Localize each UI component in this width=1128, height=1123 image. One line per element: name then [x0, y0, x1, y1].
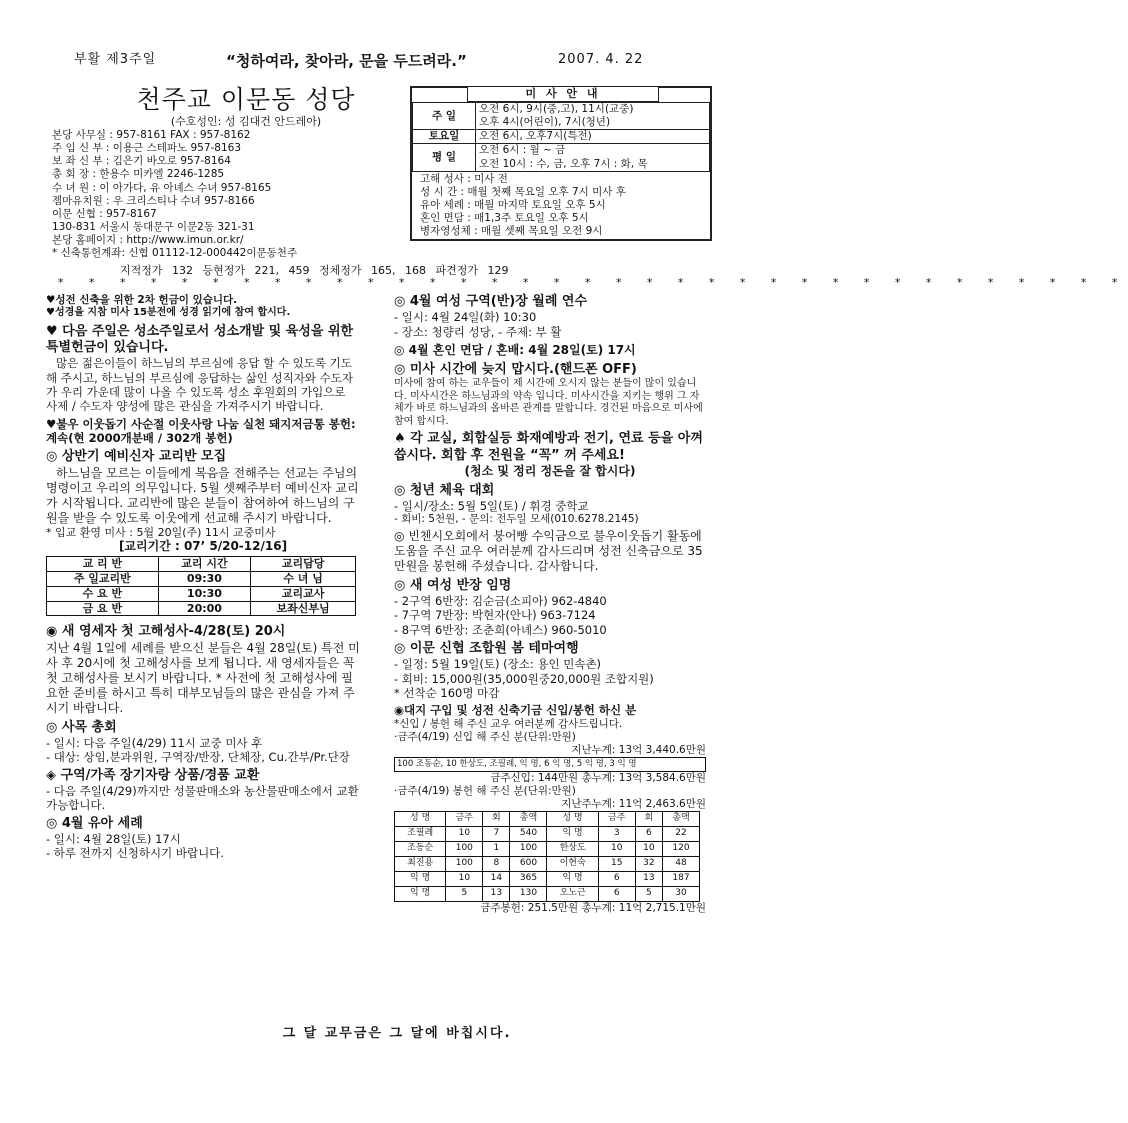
- footer-notice: 그 달 교무금은 그 달에 바칩시다.: [282, 1026, 512, 1041]
- table-header: 교리담당: [251, 557, 356, 572]
- homepage-line: 본당 홈페이지 : http://www.imun.or.kr/: [52, 234, 244, 246]
- table-cell: 20:00: [158, 601, 251, 616]
- info-line: 보 좌 신 부 : 김은기 바오로 957-8164: [52, 155, 231, 168]
- table-row: [395, 872, 700, 887]
- mass-day: 평 일: [413, 144, 476, 171]
- table-cell: 22: [662, 827, 699, 842]
- table-cell: 5: [446, 887, 483, 902]
- new-pledge-label: ·금주(4/19) 신입 해 주신 분(단위:만원): [394, 730, 576, 743]
- table-cell: 6: [598, 887, 635, 902]
- table-cell: 3: [598, 827, 635, 842]
- donor-table: [394, 811, 700, 902]
- vocation-body: 많은 젊은이들이 하느님의 부르심에 응답 할 수 있도록 기도해 주시고, 하느님의 부르심에 응답하는 삶인 성직자와 수도자가 우리 가운데 많이 나올 수 있도록 성소 후원회의 가입으로 사제 / 수도자 양성에 많은 관심을 가져주시기 바랍니다.: [46, 356, 353, 414]
- pledge-donor-box: 100 조동순, 10 한상도, 조필례, 익 명, 6 익 명, 5 익 명, 3 익 명: [394, 757, 706, 772]
- infant-baptism-title: ◎ 4월 유아 세례: [46, 815, 143, 831]
- catechism-period: [교리기간 : 07’ 5/20-12/16]: [118, 539, 288, 554]
- table-row: [395, 842, 700, 857]
- mass-time-line: 오전 10시 : 수, 금, 오후 7시 : 화, 목: [479, 157, 648, 170]
- table-row: [47, 586, 356, 601]
- table-cell: 540: [510, 827, 547, 842]
- notice-fund: ♥성전 신축을 위한 2차 헌금이 있습니다.: [46, 294, 238, 306]
- star-divider: * * * * * * * * * * * * * * * * * * * * * * * * * * * * * * * * * * *: [58, 276, 1128, 289]
- table-header: 교 리 반: [47, 557, 159, 572]
- liturgical-week: 부활 제3주일: [74, 52, 157, 67]
- church-name: 천주교 이문동 성당: [136, 85, 356, 114]
- table-row: [395, 887, 700, 902]
- table-cell: 13: [483, 887, 510, 902]
- mass-day: 주 일: [413, 103, 476, 130]
- table-cell: 5: [635, 887, 662, 902]
- infant-baptism-note: - 하루 전까지 신청하시기 바랍니다.: [46, 846, 224, 861]
- table-cell: 187: [662, 872, 699, 887]
- new-leader-item: - 2구역 6반장: 김순금(소피아) 962-4840: [394, 593, 607, 608]
- info-line: 수 녀 원 : 이 아가다, 유 아녜스 수녀 957-8165: [52, 181, 272, 194]
- table-cell: 익 명: [395, 887, 446, 902]
- previous-total: 지난누계: 13억 3,440.6만원: [571, 743, 706, 756]
- sacrament-line: 유아 세례 : 매월 마지막 토요일 오후 5시: [420, 198, 606, 211]
- table-cell: 120: [662, 842, 699, 857]
- table-cell: 한상도: [547, 842, 598, 857]
- table-row: [413, 130, 710, 144]
- table-header: 총액: [510, 812, 547, 827]
- table-cell: 수 녀 님: [251, 572, 356, 587]
- table-header-row: [395, 812, 700, 827]
- info-line: 130-831 서울시 동대문구 이문2동 321-31: [52, 220, 255, 233]
- table-header: 교리 시간: [158, 557, 251, 572]
- talent-show-title: ◈ 구역/가족 장기자랑 상품/경품 교환: [46, 767, 260, 783]
- mass-times: 오전 6시, 오후7시(특전): [476, 130, 710, 144]
- info-line: 주 임 신 부 : 이용근 스테파노 957-8163: [52, 142, 242, 155]
- table-cell: 수 요 반: [47, 586, 159, 601]
- table-cell: 09:30: [158, 572, 251, 587]
- table-row: [395, 827, 700, 842]
- fire-safety-notice: ♠ 각 교실, 회합실등 화재예방과 전기, 연료 등을 아껴 씁시다. 회합 후 전원을 “꼭” 꺼 주세요!: [394, 431, 703, 463]
- table-cell: 금 요 반: [47, 601, 159, 616]
- table-row: [413, 103, 710, 130]
- table-cell: 13: [635, 872, 662, 887]
- table-cell: 600: [510, 857, 547, 872]
- infant-baptism-date: - 일시: 4월 28일(토) 17시: [46, 831, 181, 846]
- info-line: 본당 사무실 : 957-8161 FAX : 957-8162: [52, 129, 251, 141]
- table-row: [395, 857, 700, 872]
- offering-total: 금주봉헌: 251.5만원 총누계: 11억 2,715.1만원: [480, 902, 706, 914]
- table-header: 총액: [662, 812, 699, 827]
- women-leaders-place: - 장소: 청량리 성당, - 주제: 부 활: [394, 324, 562, 339]
- table-cell: 익 명: [547, 872, 598, 887]
- confession-title: ◉ 새 영세자 첫 고해성사-4/28(토) 20시: [46, 624, 286, 640]
- table-cell: 보좌신부님: [251, 601, 356, 616]
- mass-schedule-box: [410, 86, 712, 241]
- talent-show-body: - 다음 주일(4/29)까지만 성물판매소와 농산물판매소에서 교환 가능합니다.: [46, 783, 359, 813]
- sacrament-info: [412, 172, 710, 240]
- pastoral-assembly-title: ◎ 사목 총회: [46, 719, 117, 735]
- mass-time-line: 오후 4시(어린이), 7시(청년): [479, 116, 611, 129]
- table-header: 회: [635, 812, 662, 827]
- trip-detail: - 회비: 15,000원(35,000원중20,000원 조합지원): [394, 671, 654, 686]
- sacrament-line: 성 시 간 : 매월 첫째 목요일 오후 7시 미사 후: [420, 185, 626, 198]
- table-cell: 조필례: [395, 827, 446, 842]
- trip-detail: - 일정: 5월 19일(토) (장소: 용인 민속촌): [394, 657, 602, 672]
- mass-time-line: 오전 6시, 9시(중,고), 11시(교중): [479, 103, 634, 115]
- info-line: 총 회 장 : 한용수 미카엘 2246-1285: [52, 168, 225, 181]
- table-cell: 130: [510, 887, 547, 902]
- confession-body: 지난 4월 1일에 세례를 받으신 분들은 4월 28일(토) 특전 미사 후 20시에 첫 고해성사를 보게 됩니다. 새 영세자들은 꼭 첫 고해성사를 보시기 바랍니다. * 사전에 첫 고해성사에 필요한 준비를 하시고 특히 대부모님들의 많은 관심을 가져 주시기 바랍니다.: [46, 640, 360, 715]
- women-leaders-date: - 일시: 4월 24일(화) 10:30: [394, 310, 537, 325]
- pastoral-assembly-date: - 일시: 다음 주일(4/29) 11시 교중 미사 후: [46, 735, 263, 750]
- youth-sports-fee: - 회비: 5천원, - 문의: 전두일 모세(010.6278.2145): [394, 513, 639, 526]
- mass-times: [476, 103, 710, 130]
- table-row: [47, 601, 356, 616]
- credit-union-trip-title: ◎ 이문 신협 조합원 봄 테마여행: [394, 640, 579, 656]
- pledge-total: 금주신입: 144만원 총누계: 13억 3,584.6만원: [490, 771, 706, 784]
- table-cell: 15: [598, 857, 635, 872]
- offering-previous-total: 지난주누계: 11억 2,463.6만원: [561, 797, 706, 810]
- trip-detail: * 선착순 160명 마감: [394, 685, 500, 700]
- right-column: [394, 294, 706, 915]
- left-column: [46, 294, 360, 861]
- table-cell: 100: [510, 842, 547, 857]
- mass-time-line: 오전 6시 : 월 ~ 금: [479, 144, 566, 157]
- table-cell: 6: [635, 827, 662, 842]
- notice-bible: ♥성경을 지참 미사 15분전에 성경 읽기에 참여 합시다.: [46, 307, 291, 319]
- table-cell: 주 일교리반: [47, 572, 159, 587]
- catechism-table: [46, 556, 356, 616]
- women-leaders-title: ◎ 4월 여성 구역(반)장 월례 연수: [394, 294, 588, 309]
- table-cell: 10: [446, 872, 483, 887]
- offering-label: ·금주(4/19) 봉헌 해 주신 분(단위:만원): [394, 784, 576, 797]
- table-cell: 1: [483, 842, 510, 857]
- motto: “청하여라, 찾아라, 문을 두드려라.”: [226, 52, 467, 70]
- cleanup-notice: (청소 및 정리 정돈을 잘 합시다): [464, 463, 636, 478]
- youth-sports-date: - 일시/장소: 5월 5일(토) / 휘경 중학교: [394, 499, 589, 513]
- attendance-stats: 지적정가 132 등현정가 221, 459 정체정가 165, 168 파견정가 129: [120, 264, 509, 277]
- table-cell: 10: [635, 842, 662, 857]
- patron-saint: (수호성인: 성 김대건 안드레아): [170, 115, 322, 129]
- table-cell: 100: [446, 842, 483, 857]
- table-header: 회: [483, 812, 510, 827]
- mass-times: [476, 144, 710, 171]
- punctuality-body: 미사에 참여 하는 교우들이 제 시간에 오시지 않는 분들이 많이 있습니다. 미사시간은 하느님과의 약속 입니다. 미사시간을 지키는 행위 그 자체가 바로 하느님과의 올바른 관계를 말합니다. 경건된 마음으로 미사에 참여 합시다.: [394, 378, 703, 427]
- table-cell: 조동순: [395, 842, 446, 857]
- account-line: * 신축통헌계좌: 신협 01112-12-000442이문동천주: [52, 247, 298, 260]
- donation-thanks: *신입 / 봉헌 해 주신 교우 여러분께 감사드립니다.: [394, 717, 623, 730]
- table-cell: 최진용: [395, 857, 446, 872]
- pastoral-assembly-target: - 대상: 상임,분과위원, 구역장/반장, 단체장, Cu.간부/Pr.단장: [46, 750, 350, 765]
- table-header-row: [47, 557, 356, 572]
- info-line: 이문 신협 : 957-8167: [52, 207, 157, 220]
- welcome-mass: * 입교 환영 미사 : 5월 20일(주) 11시 교중미사: [46, 525, 276, 539]
- new-leaders-title: ◎ 새 여성 반장 임명: [394, 577, 512, 593]
- mass-day: 토요일: [413, 130, 476, 144]
- info-line: 젬마유치원 : 우 크리스티나 수녀 957-8166: [52, 194, 255, 207]
- table-header: 성 명: [395, 812, 446, 827]
- table-header: 금주: [598, 812, 635, 827]
- table-cell: 30: [662, 887, 699, 902]
- table-cell: 오노근: [547, 887, 598, 902]
- vincent-thanks: ◎ 빈첸시오회에서 붕어빵 수익금으로 불우이웃돕기 활동에 도움을 주신 교우 여러분께 감사드리며 성전 신축금으로 35만원을 봉헌해 주셨습니다. 감사합니다.: [394, 528, 703, 573]
- table-cell: 교리교사: [251, 586, 356, 601]
- table-cell: 10: [598, 842, 635, 857]
- piggybank-notice: ♥불우 이웃돕기 사순절 이웃사랑 나눔 실천 돼지저금통 봉헌: 계속(현 2000개분배 / 302개 봉헌): [46, 416, 356, 445]
- sacrament-line: 병자영성체 : 매월 셋째 목요일 오전 9시: [420, 225, 603, 238]
- marriage-notice: ◎ 4월 혼인 면담 / 혼배: 4월 28일(토) 17시: [394, 343, 636, 357]
- table-cell: 48: [662, 857, 699, 872]
- table-cell: 10: [446, 827, 483, 842]
- table-cell: 100: [446, 857, 483, 872]
- table-cell: 익 명: [547, 827, 598, 842]
- new-leader-item: - 7구역 7반장: 박현자(안나) 963-7124: [394, 608, 596, 623]
- table-cell: 익 명: [395, 872, 446, 887]
- donation-title: ◉대지 구입 및 성전 신축기금 신입/봉헌 하신 분: [394, 703, 637, 718]
- table-header: 금주: [446, 812, 483, 827]
- table-header: 성 명: [547, 812, 598, 827]
- table-cell: 10:30: [158, 586, 251, 601]
- table-cell: 8: [483, 857, 510, 872]
- vocation-title: ♥ 다음 주일은 성소주일로서 성소개발 및 육성을 위한 특별헌금이 있습니다.: [46, 323, 354, 355]
- table-row: [47, 572, 356, 587]
- sacrament-line: 혼인 면담 : 매1,3주 토요일 오후 5시: [420, 212, 589, 224]
- table-cell: 14: [483, 872, 510, 887]
- catechumen-body: 하느님을 모르는 이들에게 복음을 전해주는 선교는 주님의 명령이고 우리의 의무입니다. 5월 셋째주부터 예비신자 교리가 시작됩니다. 교리반에 많은 분들이 참여하여 하느님의 구원을 받을 수 있도록 이웃에게 선교해 주시기 바랍니다.: [46, 465, 359, 525]
- table-cell: 7: [483, 827, 510, 842]
- bulletin-date: 2007. 4. 22: [558, 52, 644, 67]
- sacrament-line: 고해 성사 : 미사 전: [420, 172, 508, 185]
- table-cell: 이현숙: [547, 857, 598, 872]
- mass-schedule-caption: 미 사 안 내: [467, 86, 659, 102]
- catechumen-title: ◎ 상반기 예비신자 교리반 모집: [46, 449, 227, 465]
- new-leader-item: - 8구역 6반장: 조춘희(아녜스) 960-5010: [394, 622, 607, 637]
- table-cell: 365: [510, 872, 547, 887]
- mass-schedule-table: [412, 102, 710, 172]
- church-info: [52, 84, 400, 260]
- punctuality-title: ◎ 미사 시간에 늦지 맙시다.(핸드폰 OFF): [394, 362, 637, 377]
- table-row: [413, 144, 710, 171]
- youth-sports-title: ◎ 청년 체육 대회: [394, 482, 495, 498]
- table-cell: 6: [598, 872, 635, 887]
- table-cell: 32: [635, 857, 662, 872]
